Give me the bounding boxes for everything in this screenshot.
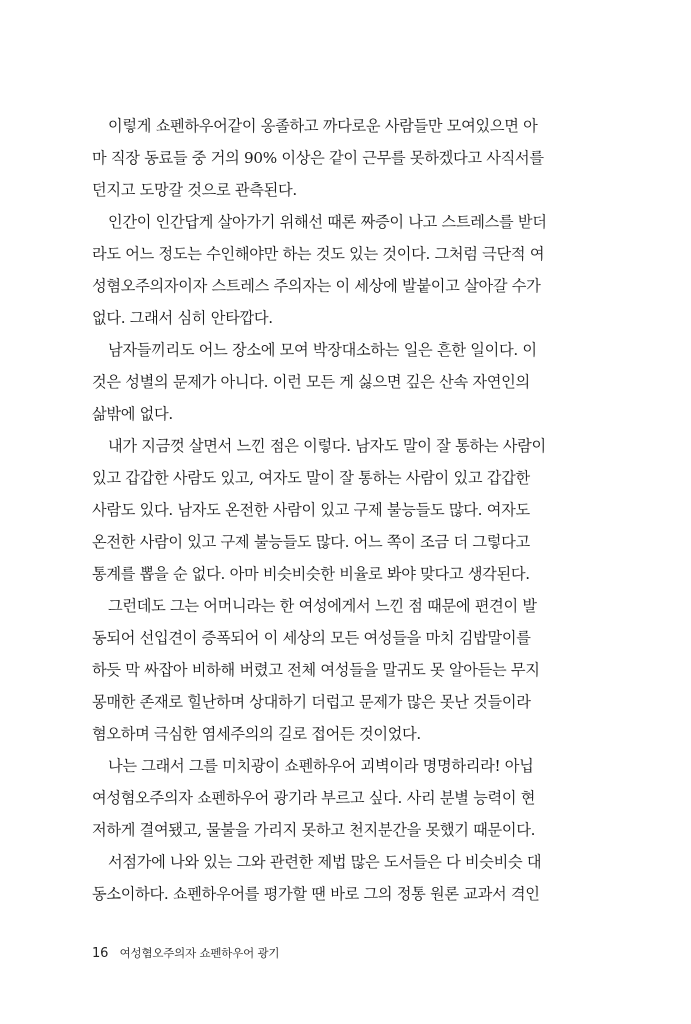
text-line: 통계를 뽑을 순 없다. 아마 비슷비슷한 비율로 봐야 맞다고 생각된다. xyxy=(92,565,530,583)
text-line: 여성혐오주의자 쇼펜하우어 광기라 부르고 싶다. 사리 분별 능력이 현 xyxy=(92,789,536,807)
text-line: 서점가에 나와 있는 그와 관련한 제법 많은 도서들은 다 비슷비슷 대 xyxy=(108,853,542,871)
text-line: 이렇게 쇼펜하우어같이 옹졸하고 까다로운 사람들만 모여있으면 아 xyxy=(108,117,538,135)
body-text xyxy=(92,110,582,910)
text-line: 동소이하다. 쇼펜하우어를 평가할 땐 바로 그의 정통 원론 교과서 격인 xyxy=(92,885,540,903)
text-line: 내가 지금껏 살면서 느낀 점은 이렇다. 남자도 말이 잘 통하는 사람이 xyxy=(108,437,546,455)
text-line: 라도 어느 정도는 수인해야만 하는 것도 있는 것이다. 그처럼 극단적 여 xyxy=(92,245,545,263)
text-line: 나는 그래서 그를 미치광이 쇼펜하우어 괴벽이라 명명하리라! 아닙 xyxy=(108,757,534,775)
page-number: 16 xyxy=(92,946,109,961)
text-line: 던지고 도망갈 것으로 관측된다. xyxy=(92,181,297,199)
text-line: 동되어 선입견이 증폭되어 이 세상의 모든 여성들을 마치 김밥말이를 xyxy=(92,629,531,647)
text-line: 혐오하며 극심한 염세주의의 길로 접어든 것이었다. xyxy=(92,725,421,743)
text-line: 삶밖에 없다. xyxy=(92,405,173,423)
text-line: 마 직장 동료들 중 거의 90% 이상은 같이 근무를 못하겠다고 사직서를 xyxy=(92,149,544,167)
text-line: 남자들끼리도 어느 장소에 모여 박장대소하는 일은 흔한 일이다. 이 xyxy=(108,341,537,359)
text-line: 하듯 막 싸잡아 비하해 버렸고 전체 여성들을 말귀도 못 알아듣는 무지 xyxy=(92,661,540,679)
text-line: 사람도 있다. 남자도 온전한 사람이 있고 구제 불능들도 많다. 여자도 xyxy=(92,501,530,519)
text-line: 것은 성별의 문제가 아니다. 이런 모든 게 싫으면 깊은 산속 자연인의 xyxy=(92,373,530,391)
text-line: 인간이 인간답게 살아가기 위해선 때론 짜증이 나고 스트레스를 받더 xyxy=(108,213,547,231)
text-line: 없다. 그래서 심히 안타깝다. xyxy=(92,309,273,327)
text-line: 성혐오주의자이자 스트레스 주의자는 이 세상에 발붙이고 살아갈 수가 xyxy=(92,277,541,295)
text-line: 저하게 결여됐고, 물불을 가리지 못하고 천지분간을 못했기 때문이다. xyxy=(92,821,536,839)
text-line: 있고 갑갑한 사람도 있고, 여자도 말이 잘 통하는 사람이 있고 갑갑한 xyxy=(92,469,530,487)
text-line: 온전한 사람이 있고 구제 불능들도 많다. 어느 쪽이 조금 더 그렇다고 xyxy=(92,533,530,551)
running-title: 여성혐오주의자 쇼펜하우어 광기 xyxy=(119,946,280,960)
page-footer xyxy=(92,945,279,961)
text-line: 몽매한 존재로 힐난하며 상대하기 더럽고 문제가 많은 못난 것들이라 xyxy=(92,693,531,711)
text-line: 그런데도 그는 어머니라는 한 여성에게서 느낀 점 때문에 편견이 발 xyxy=(108,597,537,615)
